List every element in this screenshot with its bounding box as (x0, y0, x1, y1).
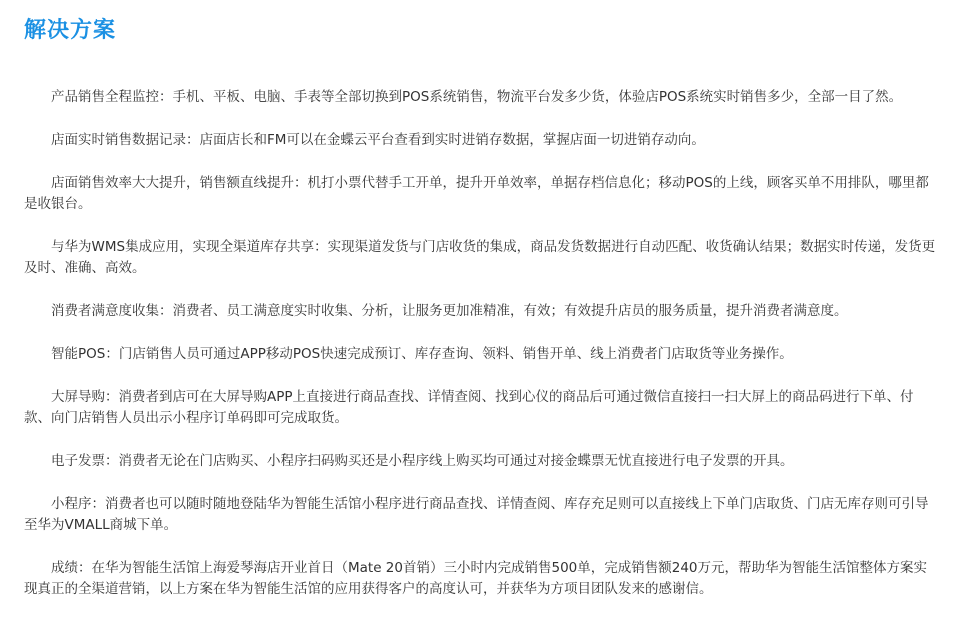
solution-content (24, 87, 939, 600)
paragraph-results: 成绩：在华为智能生活馆上海爱琴海店开业首日（Mate 20首销）三小时内完成销售500单，完成销售额240万元，帮助华为智能生活馆整体方案实现真正的全渠道营销，以上方案在华为智能生活馆的应用获得客户的高度认可，并获华为方项目团队发来的感谢信。 (24, 560, 928, 597)
paragraph-satisfaction: 消费者满意度收集：消费者、员工满意度实时收集、分析，让服务更加准精准，有效；有效提升店员的服务质量，提升消费者满意度。 (51, 303, 848, 319)
page-title: 解决方案 (24, 18, 117, 43)
paragraph-sales-efficiency: 店面销售效率大大提升，销售额直线提升：机打小票代替手工开单，提升开单效率，单据存档信息化；移动POS的上线，顾客买单不用排队，哪里都是收银台。 (24, 175, 929, 212)
paragraph-wms-integration: 与华为WMS集成应用，实现全渠道库存共享：实现渠道发货与门店收货的集成，商品发货数据进行自动匹配、收货确认结果；数据实时传递，发货更及时、准确、高效。 (24, 239, 936, 276)
paragraph-big-screen: 大屏导购：消费者到店可在大屏导购APP上直接进行商品查找、详情查阅、找到心仪的商品后可通过微信直接扫一扫大屏上的商品码进行下单、付款、向门店销售人员出示小程序订单码即可完成取货。 (24, 389, 914, 426)
paragraph-sales-monitoring: 产品销售全程监控：手机、平板、电脑、手表等全部切换到POS系统销售，物流平台发多少货，体验店POS系统实时销售多少，全部一目了然。 (51, 89, 903, 105)
paragraph-smart-pos: 智能POS：门店销售人员可通过APP移动POS快速完成预订、库存查询、领料、销售开单、线上消费者门店取货等业务操作。 (51, 346, 793, 362)
paragraph-mini-program: 小程序：消费者也可以随时随地登陆华为智能生活馆小程序进行商品查找、详情查阅、库存充足则可以直接线上下单门店取货、门店无库存则可引导至华为VMALL商城下单。 (24, 496, 929, 533)
paragraph-realtime-data: 店面实时销售数据记录：店面店长和FM可以在金蝶云平台查看到实时进销存数据，掌握店面一切进销存动向。 (51, 132, 705, 148)
paragraph-e-invoice: 电子发票：消费者无论在门店购买、小程序扫码购买还是小程序线上购买均可通过对接金蝶票无忧直接进行电子发票的开具。 (51, 453, 794, 469)
